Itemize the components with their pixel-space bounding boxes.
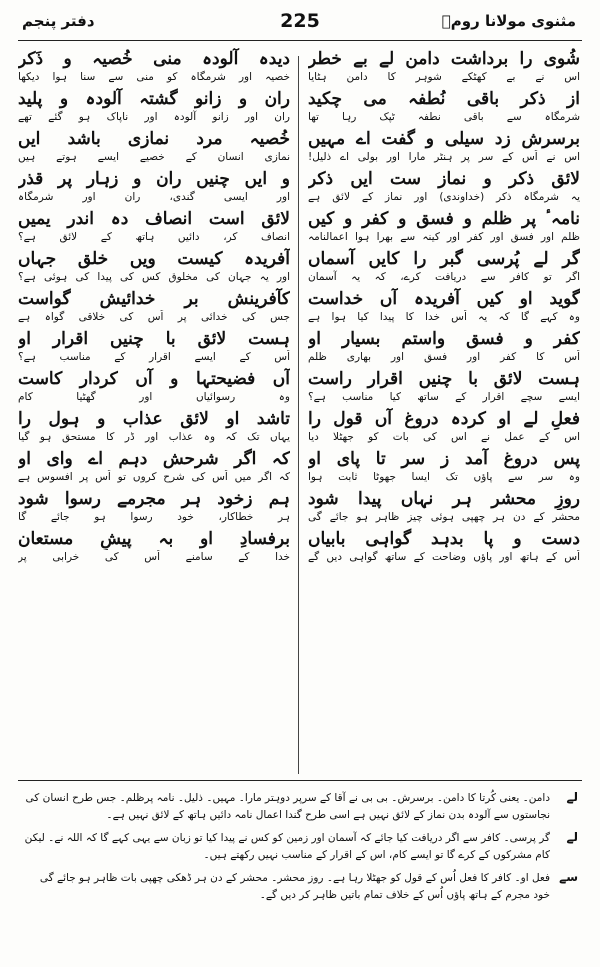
right-verse-column <box>308 48 580 568</box>
page-number: 225 <box>280 10 320 32</box>
footnote <box>22 830 578 864</box>
verse-line: گوید او کیں آفریدہ آں خداست <box>308 289 580 309</box>
footnote <box>22 870 578 904</box>
translation-line: خصیہ اور شرمگاہ کو منی سے سنا ہوا دیکھا <box>18 71 290 83</box>
verse-line: شُوی را برداشت دامن لے بے خطر <box>308 49 580 69</box>
verse-line: آفریدہ کیست ویں خلق جہاں <box>18 249 290 269</box>
verse-line: لائق ذکر و نماز ست ایں ذکر <box>308 169 580 189</box>
translation-line: کہ اگر میں اُس کی شرح کروں تو اُس پر افسوس ہے <box>18 471 290 483</box>
translation-line: اس نے اُس کے سر پر ہنٹر مارا اور بولی اے ذلیل! <box>308 151 580 163</box>
translation-line: ایسے سچے اقرار کے ساتھ کیا مناسب ہے؟ <box>308 391 580 403</box>
translation-line: اُس کے ایسے اقرار کے مناسب ہے؟ <box>18 351 290 363</box>
page-header <box>0 0 600 42</box>
translation-line: اس کے عمل نے اس کی بات کو جھٹلا دیا <box>308 431 580 443</box>
footnote <box>22 790 578 824</box>
verse-line: دیدہ آلودہ منی خُصیہ و ذَکر <box>18 49 290 69</box>
footnote-rule <box>18 780 582 781</box>
verse-line: کآفرینش بر خدائیش گواست <box>18 289 290 309</box>
header-rule <box>18 40 582 41</box>
verse-line: لائق است انصاف دہ اندر یمیں <box>18 209 290 229</box>
verse-line: تاشد او لائق عذاب و ہول را <box>18 409 290 429</box>
translation-line: وہ رسوائیاں اور گھٹیا کام <box>18 391 290 403</box>
verse-line: و ایں چنیں ران و زہار پر قذر <box>18 169 290 189</box>
left-verse-column <box>18 48 290 568</box>
translation-line: ران اور زانو آلودہ اور ناپاک ہو گئے تھے <box>18 111 290 123</box>
translation-line: اور ایسی گندی، ران اور شرمگاہ <box>18 191 290 203</box>
verse-line: ہم زخود ہر مجرمے رسوا شود <box>18 489 290 509</box>
verse-line: برسرش زد سیلی و گفت اے مہیں <box>308 129 580 149</box>
verse-line: پس دروغ آمد ز سر تا پای او <box>308 449 580 469</box>
footnote-text: گر پرسی۔ کافر سے اگر دریافت کیا جائے کہ آسمان اور زمین کو کس نے پیدا کیا تو زبان سے یہی کہے گا کہ اللہ نے۔ لیکن کام مشرکوں کے کرے گا تو ایسے کام، اس کے اقرار کے مناسب نہیں رکھتے ہیں۔ <box>24 832 550 861</box>
verse-line: ہست لائق با چنیں اقرار او <box>18 329 290 349</box>
translation-line: وہ سر سے پاؤں تک ایسا جھوٹا ثابت ہوا <box>308 471 580 483</box>
translation-line: اُس کے ہاتھ اور پاؤں وضاحت کے ساتھ گواہی دیں گے <box>308 551 580 563</box>
translation-line: اس نے بے کھٹکے شوہر کا دامن ہٹایا <box>308 71 580 83</box>
verse-line: برفسادِ او بہ پیشِ مستعان <box>18 529 290 549</box>
translation-line: ہر خطاکار، خود رسوا ہو جائے گا <box>18 511 290 523</box>
verse-line: کہ اگر شرحش دہم اے وای او <box>18 449 290 469</box>
verse-line: نامہٴ پر ظلم و فسق و کفر و کیں <box>308 209 580 229</box>
footnote-number: لے <box>566 790 578 804</box>
verse-line: خُصیہ مرد نمازی باشد ایں <box>18 129 290 149</box>
translation-line: محشر کے دن ہر چھپی ہوئی چیز ظاہر ہو جائے گی <box>308 511 580 523</box>
translation-line: اُس کا کفر اور فسق اور بھاری ظلم <box>308 351 580 363</box>
translation-line: اگر تو کافر سے دریافت کرے، کہ یہ آسمان <box>308 271 580 283</box>
footnote-text: دامن۔ یعنی کُرتا کا دامن۔ برسرش۔ بی بی نے آقا کے سرپر دوہتر مارا۔ مہیں۔ ذلیل۔ نامہ پرظلم۔ جس طرح انسان کی نجاستوں سے آلودہ بدن نماز کے لائق نہیں ہے اسی طرح گندا اعمال نامہ دائیں ہاتھ کے لائق نہیں ہے۔ <box>25 792 550 821</box>
translation-line: یہ شرمگاہ ذکر (خداوندی) اور نماز کے لائق ہے <box>308 191 580 203</box>
column-divider <box>298 56 299 774</box>
translation-line: جس کی خدائی پر اُس کی خلاقی گواہ ہے <box>18 311 290 323</box>
book-title: مثنوی مولانا رومؒ <box>441 12 576 30</box>
verse-line: ہست لائق با چنیں اقرار راست <box>308 369 580 389</box>
translation-line: اور یہ جہان کی مخلوق کس کی پیدا کی ہوئی ہے؟ <box>18 271 290 283</box>
footnote-text: فعل او۔ کافر کا فعل اُس کے قول کو جھٹلا رہا ہے۔ روز محشر۔ محشر کے دن ہر ڈھکی چھپی بات ظاہر ہو جائے گی خود مجرم کے ہاتھ پاؤں اُس کے خلاف تمام باتیں ظاہر کر دیں گے۔ <box>39 872 550 901</box>
section-title: دفتر پنجم <box>22 12 95 30</box>
translation-line: ظلم اور فسق اور کفر اور کینہ سے بھرا ہوا اعمالنامہ <box>308 231 580 243</box>
translation-line: خدا کے سامنے اُس کی خرابی پر <box>18 551 290 563</box>
footnote-number: لے <box>566 830 578 844</box>
verse-line: کفر و فسق واستم بسیار او <box>308 329 580 349</box>
verse-line: دست و پا بدہد گواہی بابیاں <box>308 529 580 549</box>
footnotes <box>22 790 578 910</box>
verse-line: از ذکر باقی نُطفہ می چکید <box>308 89 580 109</box>
translation-line: وہ کہے گا کہ یہ اُس خدا کا پیدا کیا ہوا ہے <box>308 311 580 323</box>
verse-line: آں فضیحتہا و آں کردار کاست <box>18 369 290 389</box>
translation-line: یہاں تک کہ وہ عذاب اور ڈر کا مستحق ہو گیا <box>18 431 290 443</box>
verse-line: فعلِ لے او کردہ دروغ آں قول را <box>308 409 580 429</box>
verse-line: ران و زانو گشتہ آلودہ و پلید <box>18 89 290 109</box>
translation-line: انصاف کر، دائیں ہاتھ کے لائق ہے؟ <box>18 231 290 243</box>
translation-line: شرمگاہ سے باقی نطفہ ٹپک رہا تھا <box>308 111 580 123</box>
verse-line: گر لے پُرسی گبر را کایں آسماں <box>308 249 580 269</box>
translation-line: نمازی انسان کے خصیے ایسے ہوتے ہیں <box>18 151 290 163</box>
footnote-number: سے <box>559 870 578 884</box>
verse-line: روزِ محشر ہر نہاں پیدا شود <box>308 489 580 509</box>
